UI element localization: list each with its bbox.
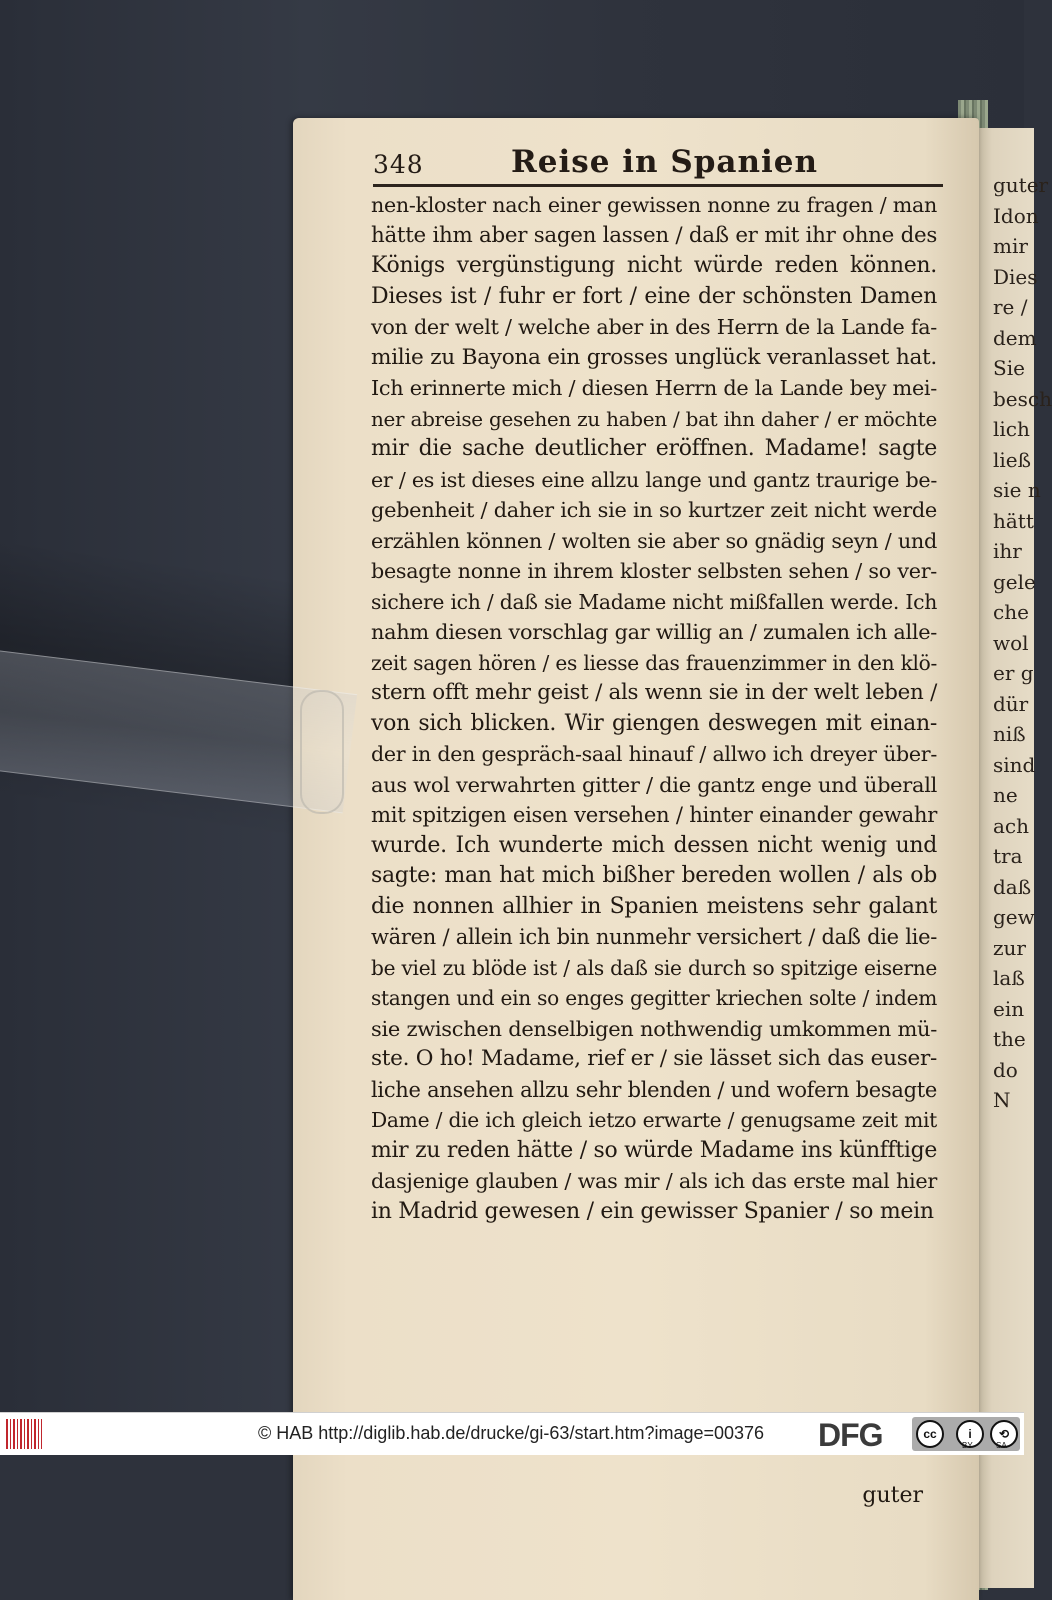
text-line: sagte: man hat mich bißher bereden wollen / als ob <box>371 863 937 888</box>
text-line: stern offt mehr geist / als wenn sie in der welt leben / <box>371 680 937 705</box>
text-line: milie zu Bayona ein grosses unglück veranlasset hat. <box>371 344 937 370</box>
text-line: mit spitzigen eisen versehen / hinter einander gewahr <box>371 802 937 827</box>
page-number: 348 <box>373 150 424 179</box>
text-line: ste. O ho! Madame, rief er / sie lässet sich das euser- <box>371 1046 937 1071</box>
text-line: Königs vergünstigung nicht würde reden können. <box>371 253 937 278</box>
text-line: von sich blicken. Wir giengen deswegen mit einan- <box>371 710 937 736</box>
text-line: mir zu reden hätte / so würde Madame ins künfftige <box>371 1137 937 1163</box>
dfg-logo: DFG <box>818 1417 883 1453</box>
footer-credit-link[interactable]: © HAB http://diglib.hab.de/drucke/gi-63/start.htm?image=00376 <box>258 1423 765 1443</box>
text-line: Dieses ist / fuhr er fort / eine der schönsten Damen <box>371 283 937 309</box>
sa-icon: ⟲ <box>990 1420 1018 1448</box>
page-header <box>373 144 943 184</box>
facing-page-text: guter Idon mir Dies re / dem Sie besch lich ließ sie n hätt ihr gele che wol er g dür niß sind ne ach tra daß gew zur laß ein the do N <box>993 173 1052 1112</box>
text-line: hätte ihm aber sagen lassen / daß er mit ihr ohne des <box>371 222 937 248</box>
text-line: be viel zu blöde ist / als daß sie durch so spitzige eiserne <box>371 955 937 980</box>
text-line: der in den gespräch-saal hinauf / allwo ich dreyer über- <box>371 742 937 766</box>
text-line: er / es ist dieses eine allzu lange und gantz traurige be- <box>371 467 937 492</box>
running-title: Reise in Spanien <box>511 144 819 180</box>
text-line: dasjenige glauben / was mir / als ich das erste mal hier <box>371 1169 937 1193</box>
barcode-icon <box>6 1419 42 1449</box>
text-line: wurde. Ich wunderte mich dessen nicht wenig und <box>371 832 937 858</box>
text-line: zeit sagen hören / es liesse das frauenzimmer in den klö- <box>371 650 937 675</box>
text-line: nen-kloster nach einer gewissen nonne zu fragen / man <box>371 193 937 217</box>
body-text <box>371 190 937 1227</box>
sa-label: SA <box>996 1441 1007 1450</box>
text-line: Dame / die ich gleich ietzo erwarte / genugsame zeit mit <box>371 1108 937 1132</box>
cc-icon: cc <box>916 1420 944 1448</box>
text-line: in Madrid gewesen / ein gewisser Spanier / so mein <box>371 1198 934 1224</box>
by-label: BY <box>962 1441 973 1450</box>
text-line: besagte nonne in ihrem kloster selbsten sehen / so ver- <box>371 559 937 583</box>
text-line: sichere ich / daß sie Madame nicht mißfallen werde. Ich <box>371 589 937 614</box>
text-line: wären / allein ich bin nunmehr versichert / daß die lie- <box>371 925 937 949</box>
text-line: ner abreise gesehen zu haben / bat ihn daher / er möchte <box>371 406 937 431</box>
header-rule <box>373 184 943 187</box>
text-line: von der welt / welche aber in des Herrn de la Lande fa- <box>371 315 937 339</box>
text-line: Ich erinnerte mich / diesen Herrn de la Lande bey mei- <box>371 376 937 400</box>
text-line: gebenheit / daher ich sie in so kurtzer zeit nicht werde <box>371 498 937 522</box>
footer-bar <box>0 1412 1024 1455</box>
text-line: nahm diesen vorschlag gar willig an / zumalen ich alle- <box>371 620 937 644</box>
text-line: liche ansehen allzu sehr blenden / und wofern besagte <box>371 1077 937 1102</box>
text-line: die nonnen allhier in Spanien meistens sehr galant <box>371 893 937 919</box>
book-page <box>293 118 979 1600</box>
catchword: guter <box>862 1483 923 1508</box>
text-line: stangen und ein so enges gegitter kriechen solte / indem <box>371 986 937 1010</box>
by-icon: i <box>956 1420 984 1448</box>
text-line: aus wol verwahrten gitter / die gantz enge und überall <box>371 772 937 797</box>
text-line: sie zwischen denselbigen nothwendig umkommen mü- <box>371 1016 937 1041</box>
cc-license-badge[interactable] <box>912 1417 1020 1451</box>
text-line: erzählen können / wolten sie aber so gnädig seyn / und <box>371 528 937 553</box>
text-line: mir die sache deutlicher eröffnen. Madame! sagte <box>371 436 937 461</box>
strip-fold <box>300 690 344 814</box>
